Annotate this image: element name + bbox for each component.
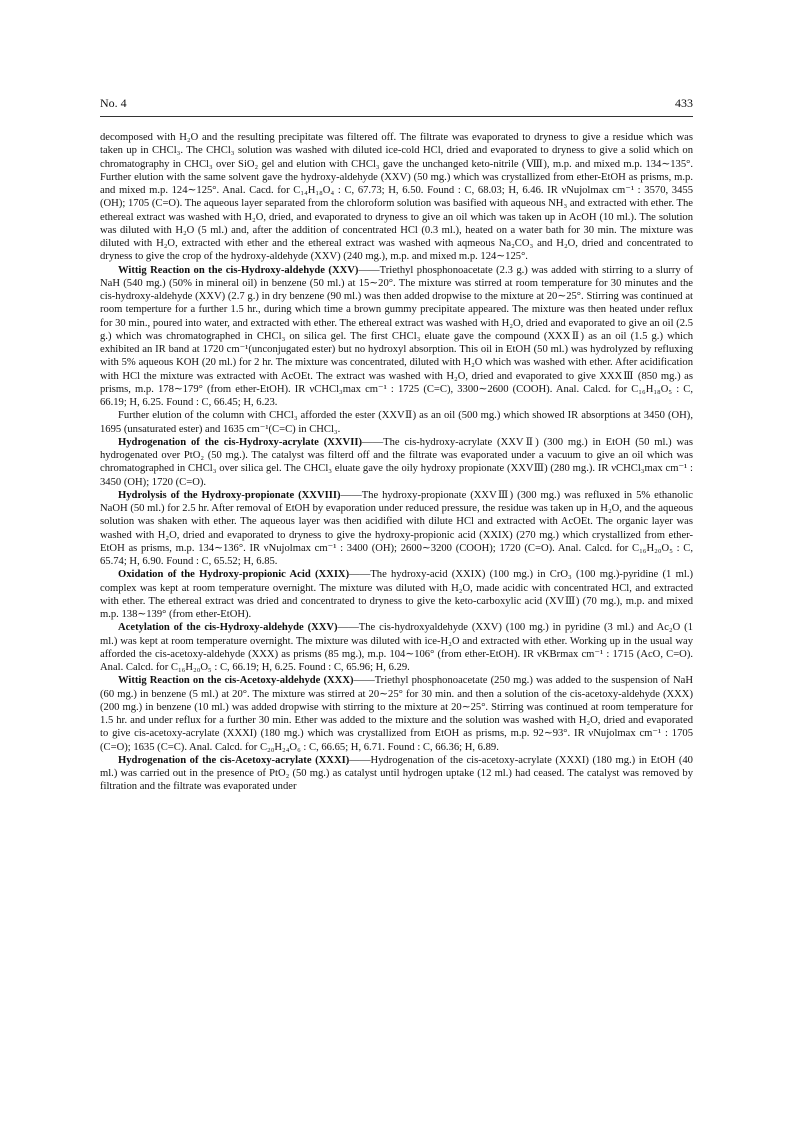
paragraph-text: decomposed with H₂O and the resulting precipitate was filtered off. The filtrate was evaporated to dryness to give a residue which was taken up in CHCl₃. The CHCl₃ solution was washed with diluted ice-cold HCl, dried and evaporated to dryness to give a solid which on chromatography in CHCl₃ over SiO₂ gel and elution with CHCl₃ gave the unchanged keto-nitrile (Ⅷ), m.p. and mixed m.p. 134∼135°. Further elution with the same solvent gave the hydroxy-aldehyde (XXV) (50 mg.) which was crystallized from ether-EtOH as prisms, m.p. and mixed m.p. 124∼125°. Anal. Cacd. for C₁₄H₁₈O₄ : C, 67.73; H, 6.50. Found : C, 68.03; H, 6.46. IR νNujolmax cm⁻¹ : 3570, 3455 (OH); 1705 (C=O). The aqueous layer separated from the chloroform solution was basified with aqueous NH₃ and extracted with ether. The ethereal extract was washed with H₂O, dried, and evaporated to dryness to give an oil which was taken up in AcOH (10 ml.). The solution was diluted with H₂O (5 ml.) and, after the addition of concentrated HCl (0.3 ml.), heated on a water bath for 30 min. The mixture was diluted with H₂O, extracted with ether and the ethereal extract was washed with aqmeous Na₂CO₃ and H₂O, dried and concentrated to dryness to give the crop of the hydroxy-aldehyde (XXV) (240 mg.), m.p. and mixed m.p. 124∼125°. — [100, 132, 693, 263]
section-heading: Wittig Reaction on the cis-Acetoxy-aldehyde (XXX) — [118, 675, 354, 687]
section-heading: Oxidation of the Hydroxy-propionic Acid (XXIX) — [118, 569, 350, 581]
body-paragraph — [100, 489, 693, 569]
header-rule — [100, 116, 693, 117]
section-heading: Wittig Reaction on the cis-Hydroxy-aldehyde (XXV) — [118, 264, 359, 276]
page-number: 433 — [675, 96, 693, 110]
section-heading: Hydrogenation of the cis-Acetoxy-acrylate (XXXI) — [118, 754, 350, 766]
paragraph-text: ——The hydroxy-propionate (XXVⅢ) (300 mg.) was refluxed in 5% ethanolic NaOH (50 ml.) for 2.5 hr. After removal of EtOH by evaporation under reduced pressure, the residue was taken up in H₂O, and the aqueous solution was shaken with ether. The aqueous layer was then acidified with dilute HCl and extracted with AcOEt. The organic layer was washed with H₂O, dried and evaporated to dryness to give the hydroxy-propionic acid (XXIX) (270 mg.) which crystallized from ether-EtOH as prisms, m.p. 134∼136°. IR νNujolmax cm⁻¹ : 3400 (OH); 2600∼3200 (COOH); 1720 (C=O). Anal. Calcd. for C₁₆H₂₀O₅ : C, 65.74; H, 6.90. Found : C, 65.52; H, 6.85. — [100, 489, 693, 567]
paragraph-text: ——Triethyl phosphonoacetate (250 mg.) was added to the suspension of NaH (60 mg.) in benzene (5 ml.) at 20°. The mixture was stirred at 20∼25° for 30 min. and then a solution of the cis-acetoxy-aldehyde (XXX) (200 mg.) in benzene (10 ml.) was added dropwise with stirring to the mixture at 20∼25°. Stirring was continued at room temperature for 1.5 hr. and under reflux for a further 30 min. Ether was added to the mixture and the solution was washed with H₂O, dried and evaporated to give cis-acetoxy-acrylate (XXXI) (180 mg.) which was crystallized from EtOH as prisms, m.p. 92∼93°. IR νNujolmax cm⁻¹ : 1705 (C=O); 1635 (C=C). Anal. Calcd. for C₂₀H₂₄O₆ : C, 66.65; H, 6.71. Found : C, 66.36; H, 6.89. — [100, 675, 693, 753]
body-paragraph — [100, 754, 693, 794]
section-heading: Hydrogenation of the cis-Hydroxy-acrylate (XXVII) — [118, 436, 362, 448]
body-paragraph — [100, 674, 693, 754]
body-paragraph — [100, 409, 693, 436]
body-paragraph — [100, 621, 693, 674]
paragraph-text: ——Triethyl phosphonoacetate (2.3 g.) was added with stirring to a slurry of NaH (540 mg.) (50% in mineral oil) in benzene (50 ml.) at 15∼20°. The mixture was stirred at room temperature for 30 minutes and the cis-hydroxy-aldehyde (XXV) (2.7 g.) in dry benzene (90 ml.) was then added dropwise to the mixture at 20∼25°. Stirring was continued at room temperture for a further 1.5 hr., during which time a brown gummy precipitate appeared. The mixture was then heated under reflux for 30 min., poured into water, and extracted with ether. The ethereal extract was washed with H₂O, dried and evaporated to give an oil (2.5 g.) which was chromatographed in CHCl₃ on silica gel. The first CHCl₃ eluate gave the compound (XXXⅡ) as an oil (1.5 g.) which exhibited an IR band at 1720 cm⁻¹(unconjugated ester) but no hydroxyl absorption. This oil in EtOH (50 ml.) was hydrolyzed by refluxing with 5% aqueous KOH (20 ml.) for 2 hr. The mixture was concentrated, diluted with H₂O which was washed with ether. After acidification with HCl the mixture was extracted with AcOEt. The extract was washed with H₂O, dried and evaporated to give XXXⅢ (850 mg.) as prisms, m.p. 178∼179° (from ether-EtOH). IR νCHCl₃max cm⁻¹ : 1725 (C=C), 3300∼2600 (COOH). Anal. Calcd. for C₁₆H₁₈O₅ : C, 66.19; H, 6.25. Found : C, 66.45; H, 6.23. — [100, 264, 693, 408]
paragraph-text: ——The cis-hydroxy-acrylate (XXVⅡ) (300 mg.) in EtOH (50 ml.) was hydrogenated over PtO₂ (50 mg.). The catalyst was filterd off and the filtrate was evaporated under a vacuum to give an oil which was chromatographed in CHCl₃ over silica gel. The CHCl₃ eluate gave the oily hydroxy propionate (XXVⅢ) (280 mg.). IR νCHCl₃max cm⁻¹ : 3450 (OH); 1720 (C=O). — [100, 436, 693, 488]
body-paragraph — [100, 436, 693, 489]
paragraph-text: ——Hydrogenation of the cis-acetoxy-acrylate (XXXI) (180 mg.) in EtOH (40 ml.) was carried out in the presence of PtO₂ (50 mg.) as catalyst until hydrogen uptake (12 ml.) had ceased. The catalyst was removed by filtration and the filtrate was evaporated under — [100, 754, 693, 793]
journal-issue-number: No. 4 — [100, 96, 127, 110]
body-paragraph — [100, 568, 693, 621]
experimental-body — [100, 131, 693, 794]
body-paragraph — [100, 264, 693, 410]
body-paragraph — [100, 131, 693, 264]
section-heading: Acetylation of the cis-Hydroxy-aldehyde (XXV) — [118, 622, 338, 634]
paragraph-text: Further elution of the column with CHCl₃ afforded the ester (XXVⅡ) as an oil (500 mg.) which showed IR absorptions at 3450 (OH), 1695 (unsaturated ester) and 1635 cm⁻¹(C=C) in CHCl₃. — [100, 410, 693, 435]
paragraph-text: ——The hydroxy-acid (XXIX) (100 mg.) in CrO₃ (100 mg.)-pyridine (1 ml.) complex was kept at room temperature overnight. The mixture was diluted with H₂O, made acidic with concentrated HCl, and extracted with ether. The ethereal extract was dried and concentrated to dryness to give the keto-carboxylic acid (XVⅢ) (70 mg.), m.p. and mixed m.p. 138∼139° (from ether-EtOH). — [100, 569, 693, 620]
section-heading: Hydrolysis of the Hydroxy-propionate (XXVIII) — [118, 489, 341, 501]
paragraph-text: ——The cis-hydroxyaldehyde (XXV) (100 mg.) in pyridine (3 ml.) and Ac₂O (1 ml.) was kept at room temperature overnight. The mixture was diluted with ice-H₂O and extracted with ether. Working up in the usual way afforded the cis-acetoxy-aldehyde (XXX) as prisms (85 mg.), m.p. 104∼106° (from ether-EtOH). IR νKBrmax cm⁻¹ : 1715 (AcO, C=O). Anal. Calcd. for C₁₆H₂₀O₅ : C, 66.19; H, 6.25. Found : C, 65.96; H, 6.29. — [100, 622, 693, 673]
